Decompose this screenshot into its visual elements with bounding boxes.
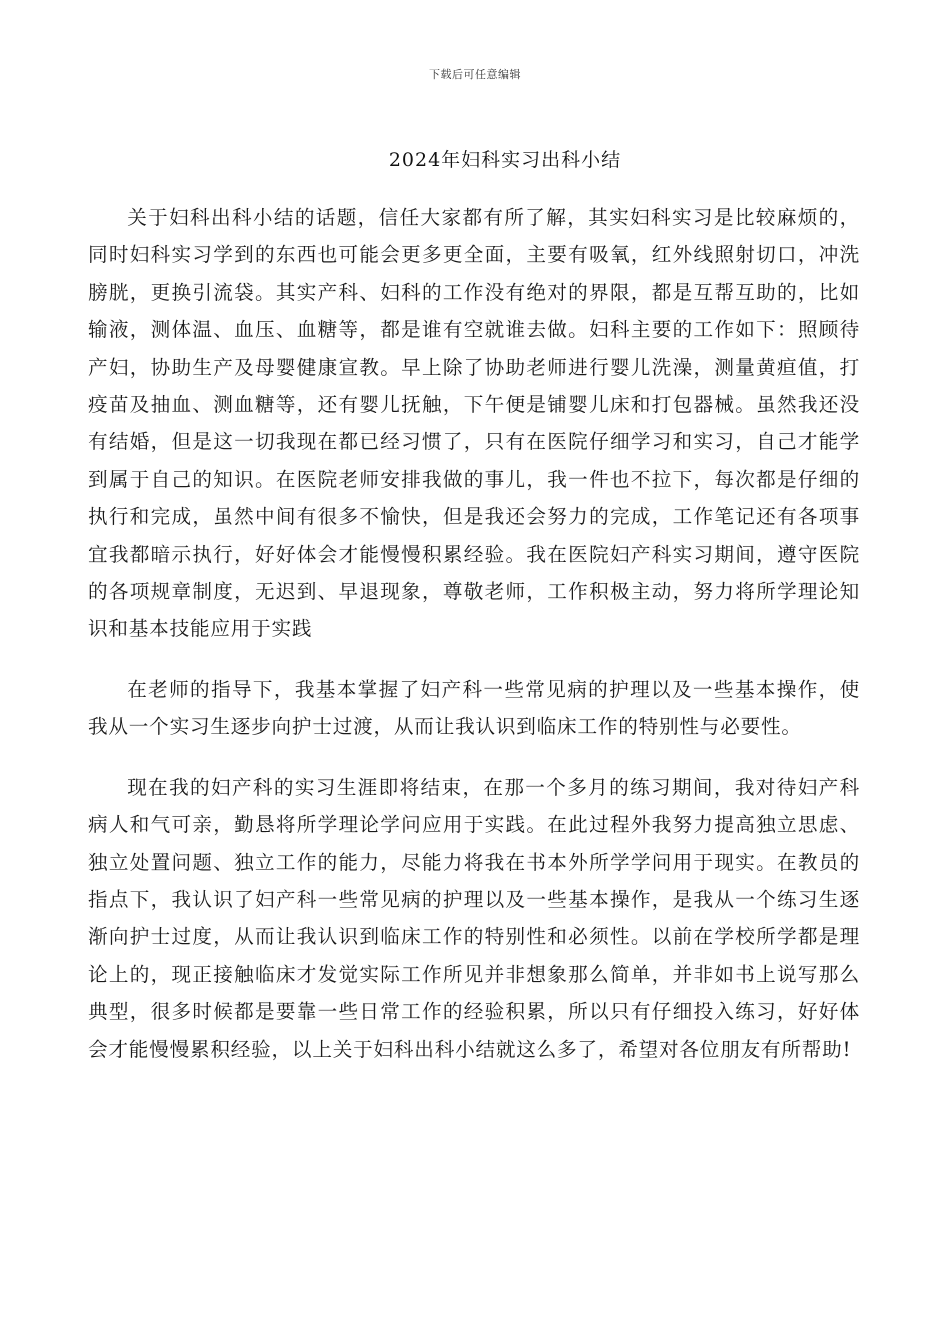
document-title: 2024年妇科实习出科小结 [388,149,622,171]
document-body [88,199,860,1068]
paragraph-1: 关于妇科出科小结的话题，信任大家都有所了解，其实妇科实习是比较麻烦的，同时妇科实习学到的东西也可能会更多更全面，主要有吸氧，红外线照射切口，冲洗膀胱，更换引流袋。其实产科、妇科的工作没有绝对的界限，都是互帮互助的，比如输液，测体温、血压、血糖等，都是谁有空就谁去做。妇科主要的工作如下：照顾待产妇，协助生产及母婴健康宣教。早上除了协助老师进行婴儿洗澡，测量黄疸值，打疫苗及抽血、测血糖等，还有婴儿抚触，下午便是铺婴儿床和打包器械。虽然我还没有结婚，但是这一切我现在都已经习惯了，只有在医院仔细学习和实习，自己才能学到属于自己的知识。在医院老师安排我做的事儿，我一件也不拉下，每次都是仔细的执行和完成，虽然中间有很多不愉快，但是我还会努力的完成，工作笔记还有各项事宜我都暗示执行，好好体会才能慢慢积累经验。我在医院妇产科实习期间，遵守医院的各项规章制度，无迟到、早退现象，尊敬老师，工作积极主动，努力将所学理论知识和基本技能应用于实践 [88,206,860,641]
paragraph-3: 现在我的妇产科的实习生涯即将结束，在那一个多月的练习期间，我对待妇产科病人和气可亲，勤恳将所学理论学问应用于实践。在此过程外我努力提高独立思虑、独立处置问题、独立工作的能力，尽能力将我在书本外所学学问用于现实。在教员的指点下，我认识了妇产科一些常见病的护理以及一些基本操作，是我从一个练习生逐渐向护士过度，从而让我认识到临床工作的特别性和必须性。以前在学校所学都是理论上的，现正接触临床才发觉实际工作所见并非想象那么简单，并非如书上说写那么典型，很多时候都是要靠一些日常工作的经验积累，所以只有仔细投入练习，好好体会才能慢慢累积经验，以上关于妇科出科小结就这么多了，希望对各位朋友有所帮助! [88,775,860,1061]
header-note: 下载后可任意编辑 [429,68,521,81]
paragraph-2: 在老师的指导下，我基本掌握了妇产科一些常见病的护理以及一些基本操作，使我从一个实习生逐步向护士过渡，从而让我认识到临床工作的特别性与必要性。 [88,677,860,739]
